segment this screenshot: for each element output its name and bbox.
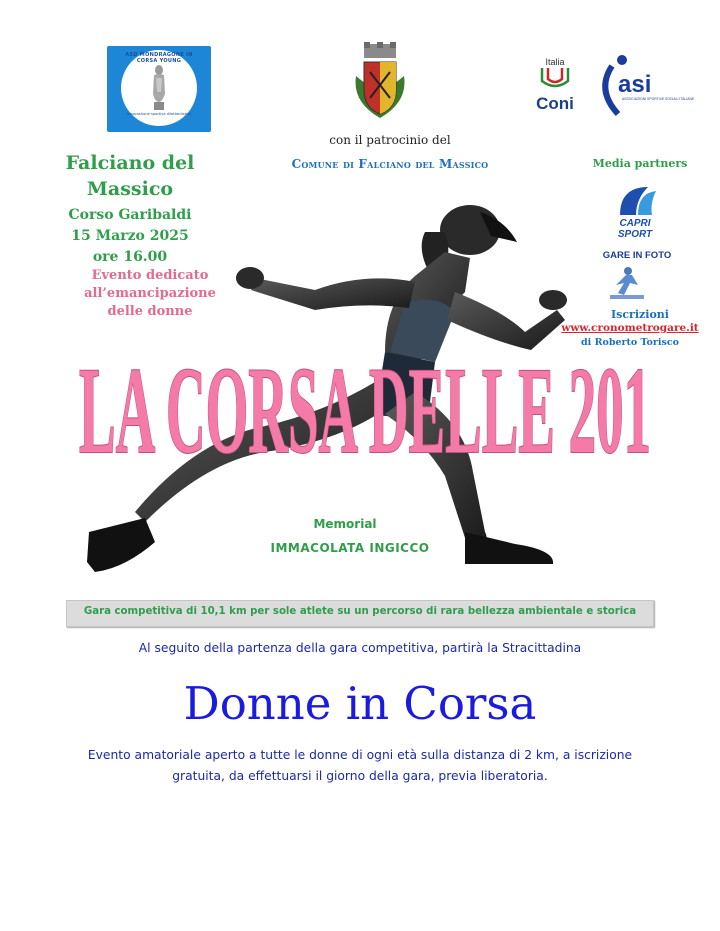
club-logo-subtext: Associazione sportiva dilettantistica [126, 112, 192, 116]
club-logo [107, 46, 211, 132]
memorial-name: IMMACOLATA INGICCO [270, 541, 430, 555]
coni-logo-bottom: Coni [536, 94, 574, 113]
patrocinio-text: con il patrocinio del [329, 133, 451, 147]
runner-statue-icon [606, 265, 648, 301]
event-description: Evento amatoriale aperto a tutte le donne di ogni età sulla distanza di 2 km, a iscrizione gratuita, da effettuarsi il giorno della gara, previa liberatoria. [87, 748, 633, 783]
gareinfoto-text: GARE IN FOTO [602, 250, 672, 261]
event-time: ore 16.00 [92, 249, 168, 265]
coat-of-arms-icon [350, 42, 410, 122]
donne-in-corsa-title: Donne in Corsa [183, 677, 537, 730]
iscrizioni-author: di Roberto Torisco [581, 337, 679, 348]
event-city: Falciano del Massico [65, 152, 195, 200]
asi-logo [600, 50, 695, 120]
event-date: 15 Marzo 2025 [71, 228, 189, 244]
race-banner-text: Gara competitiva di 10,1 km per sole atlete su un percorso di rara bellezza ambientale e storica [83, 606, 637, 617]
capri-logo-line2: SPORT [617, 229, 653, 240]
event-dedication: Evento dedicato all’emancipazione delle donne [84, 268, 216, 319]
club-logo-ring [121, 50, 197, 126]
race-banner [66, 600, 654, 627]
asi-logo-mark: asi [618, 71, 652, 98]
iscrizioni-link[interactable]: www.cronometrogare.it [561, 322, 699, 334]
race-title-text: LA CORSA DELLE 201 [79, 342, 651, 479]
iscrizioni-label: Iscrizioni [611, 308, 669, 321]
race-title [70, 340, 660, 480]
comune-name: Comune di Falciano del Massico [291, 157, 489, 171]
stracittadina-text: Al seguito della partenza della gara competitiva, partirà la Stracittadina [138, 641, 582, 655]
capri-sport-logo [612, 183, 658, 239]
asi-logo-sub: ASSOCIAZIONI SPORTIVE SOCIALI ITALIANE [622, 97, 695, 101]
event-street: Corso Garibaldi [68, 207, 192, 223]
coni-logo [530, 55, 580, 115]
gare-in-foto-logo [602, 245, 672, 263]
media-partners-label: Media partners [592, 157, 688, 170]
statue-icon [150, 64, 168, 110]
memorial-label: Memorial [313, 517, 377, 531]
capri-logo-line1: CAPRI [619, 218, 651, 229]
coni-logo-top: Italia [545, 57, 565, 67]
club-logo-text: ASD MONDRAGONE IN CORSA YOUNG [125, 52, 193, 64]
